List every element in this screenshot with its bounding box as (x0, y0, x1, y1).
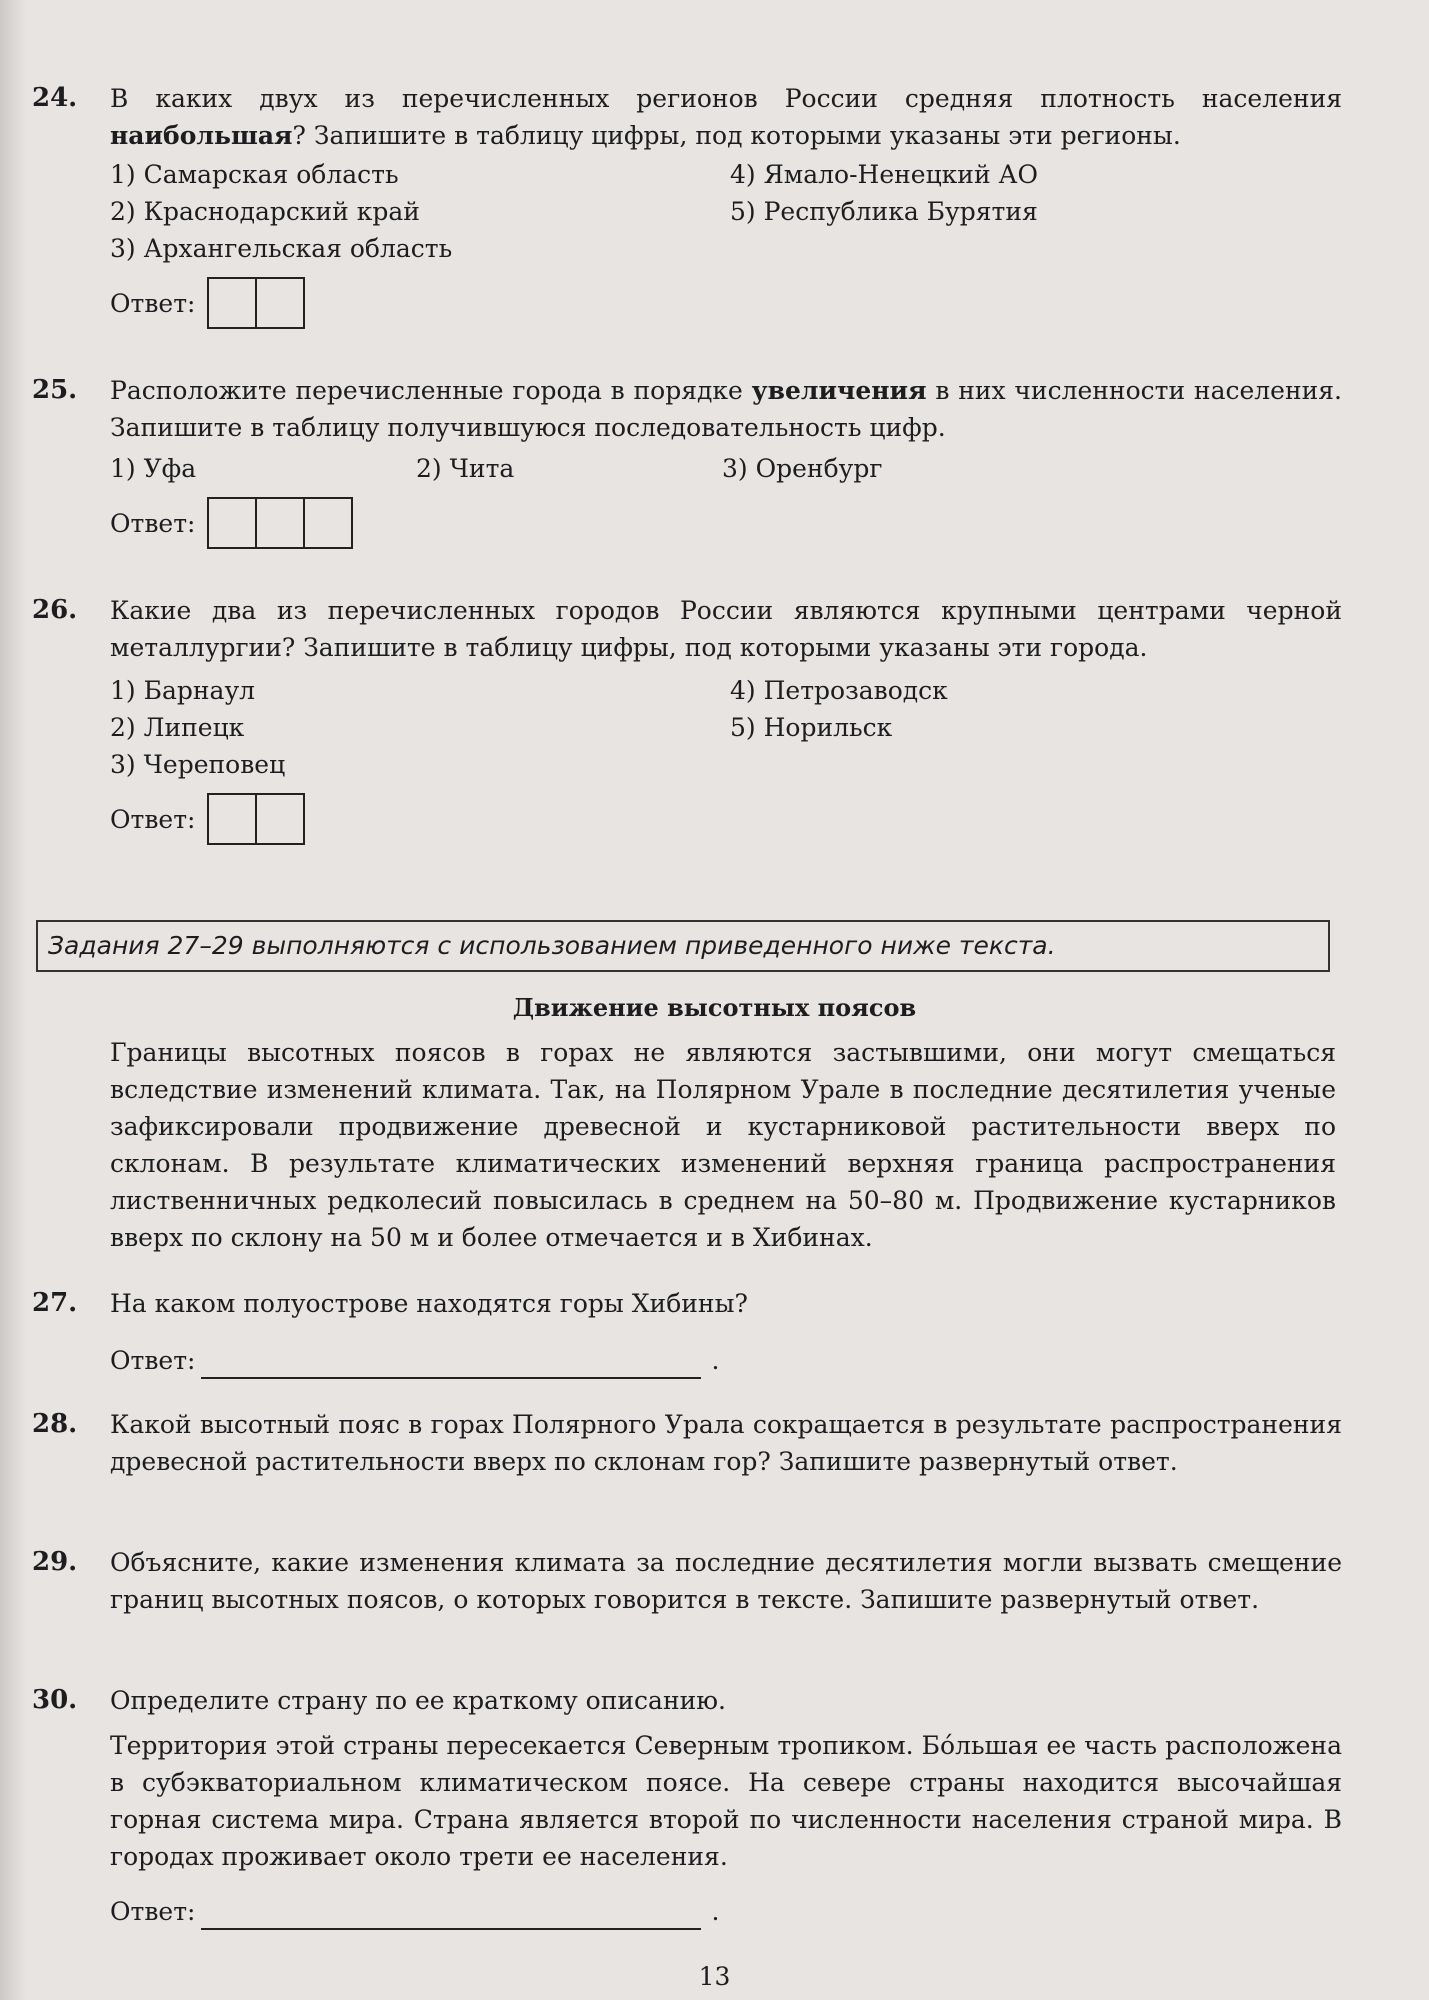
option: 2) Липецк (110, 713, 245, 742)
answer-line[interactable] (201, 1902, 701, 1930)
question-text: Объясните, какие изменения климата за последние десятилетия могли вызвать смещение границ высотных поясов, о которых говорится в тексте. Запишите развернутый ответ. (110, 1548, 1342, 1614)
answer-label: Ответ: (110, 508, 196, 538)
answer-label: Ответ: (110, 804, 196, 834)
passage-title: Движение высотных поясов (512, 993, 917, 1022)
question-text: Расположите перечисленные города в порядке увеличения в них численности населения. Запишите в таблицу получившуюся последовательность цифр. (110, 376, 1343, 442)
question-27 (32, 1285, 1342, 1379)
answer-line[interactable] (201, 1351, 701, 1379)
answer-boxes (207, 277, 305, 329)
question-text: Какой высотный пояс в горах Полярного Урала сокращается в результате распространения древесной растительности вверх по склонам гор? Запишите развернутый ответ. (110, 1410, 1342, 1476)
answer-box[interactable] (255, 793, 305, 845)
option: 3) Оренбург (722, 454, 883, 483)
answer-box[interactable] (255, 277, 305, 329)
answer-box[interactable] (207, 793, 257, 845)
option: 3) Череповец (110, 750, 286, 779)
question-28 (32, 1406, 1342, 1480)
question-number: 29. (32, 1547, 78, 1577)
answer-boxes (207, 793, 305, 845)
passage-text: Границы высотных поясов в горах не являются застывшими, они могут смещаться вследствие изменений климата. Так, на Полярном Урале в последние десятилетия ученые зафиксировали продвижение древесной и кустарниковой растительности вверх по склонам. В результате климатических изменений верхняя граница распространения лиственничных редколесий повысилась в среднем на 50–80 м. Продвижение кустарников вверх по склону на 50 м и более отмечается и в Хибинах. (110, 1038, 1336, 1252)
question-number: 28. (32, 1409, 78, 1439)
question-number: 25. (32, 375, 78, 405)
question-24 (32, 80, 1342, 329)
question-29 (32, 1544, 1342, 1618)
question-number: 26. (32, 595, 78, 625)
answer-row (110, 793, 1342, 845)
answer-row (110, 1342, 1342, 1379)
options-list (110, 156, 1342, 267)
option: 5) Норильск (730, 713, 893, 742)
answer-box[interactable] (207, 497, 257, 549)
question-25 (32, 372, 1342, 549)
question-30 (32, 1682, 1342, 1930)
option: 2) Краснодарский край (110, 197, 420, 226)
answer-dot: . (711, 1346, 720, 1375)
question-number: 30. (32, 1685, 78, 1715)
question-26 (32, 592, 1342, 845)
answer-label: Ответ: (110, 288, 196, 318)
question-text: В каких двух из перечисленных регионов России средняя плотность населения наибольшая? Запишите в таблицу цифры, под которыми указаны эти регионы. (110, 84, 1342, 150)
answer-box[interactable] (255, 497, 305, 549)
options-list (110, 672, 1342, 783)
question-text: На каком полуострове находятся горы Хибины? (110, 1289, 748, 1318)
answer-boxes (207, 497, 353, 549)
option: 1) Самарская область (110, 160, 399, 189)
answer-row (110, 1893, 1342, 1930)
answer-row (110, 497, 1342, 549)
country-description: Территория этой страны пересекается Северным тропиком. Бо́льшая ее часть расположена в субэкваториальном климатическом поясе. На севере страны находится высочайшая горная система мира. Страна является второй по численности населения страной мира. В городах проживает около трети ее населения. (110, 1731, 1342, 1871)
option: 4) Ямало-Ненецкий АО (730, 160, 1038, 189)
answer-label: Ответ: (110, 1897, 196, 1926)
option: 4) Петрозаводск (730, 676, 948, 705)
option: 1) Уфа (110, 454, 197, 483)
option: 5) Республика Бурятия (730, 197, 1038, 226)
question-number: 24. (32, 83, 78, 113)
answer-dot: . (711, 1897, 720, 1926)
answer-label: Ответ: (110, 1346, 196, 1375)
option: 1) Барнаул (110, 676, 256, 705)
answer-box[interactable] (303, 497, 353, 549)
question-text: Определите страну по ее краткому описанию. (110, 1686, 726, 1715)
answer-row (110, 277, 1342, 329)
option: 2) Чита (416, 454, 515, 483)
options-list (110, 450, 1342, 487)
page-number: 13 (698, 1962, 731, 1991)
question-number: 27. (32, 1288, 78, 1318)
option: 3) Архангельская область (110, 234, 453, 263)
tasks-instruction-banner: Задания 27–29 выполняются с использованием приведенного ниже текста. (36, 920, 1330, 972)
answer-box[interactable] (207, 277, 257, 329)
question-text: Какие два из перечисленных городов России являются крупными центрами черной металлургии? Запишите в таблицу цифры, под которыми указаны эти города. (110, 596, 1342, 662)
